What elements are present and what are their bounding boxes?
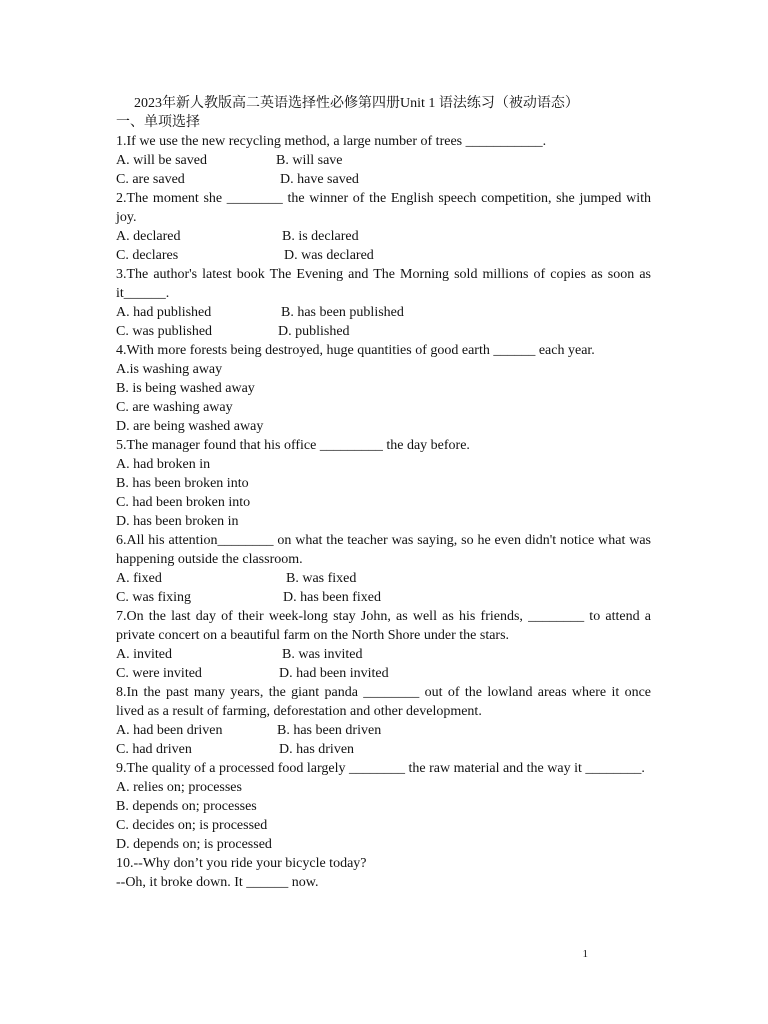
option: A. fixed <box>116 571 162 586</box>
option: A.is washing away <box>116 362 223 377</box>
option: D. has driven <box>279 742 355 757</box>
option: D. are being washed away <box>116 419 264 434</box>
question-stem: 5.The manager found that his office _________ the day before. <box>116 438 470 453</box>
option: B. depends on; processes <box>116 799 257 814</box>
option: C. decides on; is processed <box>116 818 268 833</box>
question-stem: 1.If we use the new recycling method, a large number of trees ___________. <box>116 134 547 149</box>
option-row <box>116 740 651 759</box>
option-row <box>116 322 651 341</box>
option: D. published <box>278 324 350 339</box>
question-stem: 10.--Why don’t you ride your bicycle today? <box>116 856 367 871</box>
option-row <box>116 569 651 588</box>
option-row <box>116 170 651 189</box>
option: C. was fixing <box>116 590 192 605</box>
page-number: 1 <box>582 948 588 960</box>
question-stem: 2.The moment she ________ the winner of the English speech competition, she jumped with joy. <box>116 191 651 225</box>
option: B. has been published <box>281 305 404 320</box>
question-stem: 7.On the last day of their week-long stay John, as well as his friends, ________ to attend a private concert on a beautiful farm on the North Shore under the stars. <box>116 609 651 643</box>
option: C. are saved <box>116 172 185 187</box>
option: D. depends on; is processed <box>116 837 272 852</box>
option: C. had been broken into <box>116 495 251 510</box>
option-row <box>116 151 651 170</box>
option: D. has been fixed <box>283 590 381 605</box>
section-heading: 一、单项选择 <box>116 115 200 130</box>
option: C. declares <box>116 248 179 263</box>
option: A. invited <box>116 647 172 662</box>
option: B. was invited <box>282 647 363 662</box>
option: C. are washing away <box>116 400 233 415</box>
option: A. had published <box>116 305 212 320</box>
option-row <box>116 664 651 683</box>
option: B. has been driven <box>277 723 382 738</box>
option-row <box>116 227 651 246</box>
question-stem: 4.With more forests being destroyed, huge quantities of good earth ______ each year. <box>116 343 595 358</box>
question-stem: 8.In the past many years, the giant panda ________ out of the lowland areas where it once lived as a result of farming, deforestation and other development. <box>116 685 651 719</box>
option: B. has been broken into <box>116 476 249 491</box>
option-row <box>116 645 651 664</box>
option: C. had driven <box>116 742 192 757</box>
question-stem: 3.The author's latest book The Evening and The Morning sold millions of copies as soon as it______. <box>116 267 651 301</box>
option: A. had been driven <box>116 723 223 738</box>
option: B. will save <box>276 153 343 168</box>
option: A. declared <box>116 229 181 244</box>
option: C. was published <box>116 324 213 339</box>
option-row <box>116 721 651 740</box>
option: A. will be saved <box>116 153 207 168</box>
option: D. was declared <box>284 248 374 263</box>
option: A. relies on; processes <box>116 780 242 795</box>
question-stem: 9.The quality of a processed food largely ________ the raw material and the way it ________. <box>116 761 645 776</box>
question-dialogue-line: --Oh, it broke down. It ______ now. <box>116 875 319 890</box>
option: D. have saved <box>280 172 359 187</box>
document-title: 2023年新人教版高二英语选择性必修第四册Unit 1 语法练习（被动语态） <box>134 96 579 111</box>
option-row <box>116 588 651 607</box>
option: A. had broken in <box>116 457 211 472</box>
question-stem: 6.All his attention________ on what the teacher was saying, so he even didn't notice what was happening outside the classroom. <box>116 533 651 567</box>
option: C. were invited <box>116 666 202 681</box>
option-row <box>116 246 651 265</box>
option: D. has been broken in <box>116 514 239 529</box>
option: B. is being washed away <box>116 381 255 396</box>
document-body <box>116 94 651 892</box>
option: D. had been invited <box>279 666 389 681</box>
option: B. was fixed <box>286 571 357 586</box>
option: B. is declared <box>282 229 359 244</box>
option-row <box>116 303 651 322</box>
